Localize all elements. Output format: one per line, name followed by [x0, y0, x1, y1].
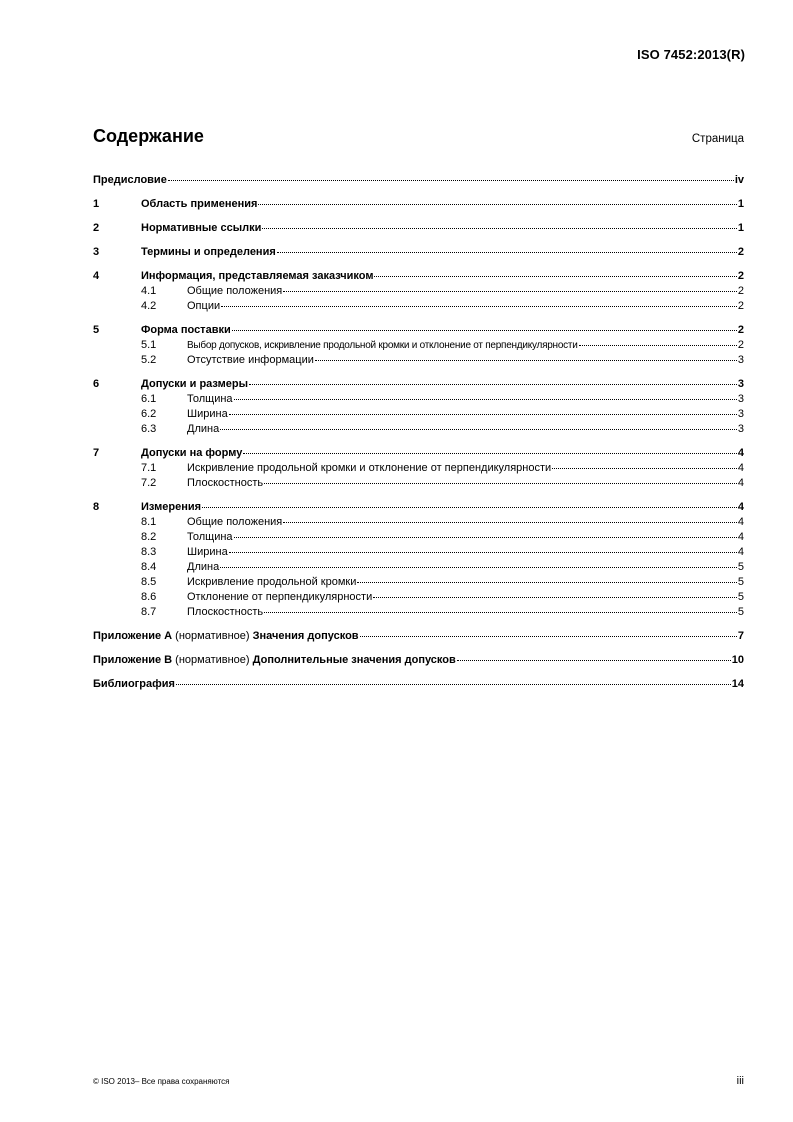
toc-entry-title: [141, 323, 231, 338]
toc-entry-number: 6.2: [141, 408, 157, 420]
toc-entry-page: 10: [731, 654, 744, 666]
toc-entry-label: Ширина: [187, 546, 228, 558]
toc-entry-label: Длина: [187, 561, 220, 573]
toc-entry-page: 2: [737, 300, 744, 312]
toc-entry-title: [187, 560, 219, 575]
toc-entry-number: 6: [93, 378, 100, 390]
toc-entry-annex-title: Значения допусков: [252, 630, 359, 642]
toc-entry-label: Искривление продольной кромки: [187, 576, 357, 588]
toc-entry-page: 2: [737, 246, 744, 258]
toc-entry-number: 6.3: [141, 423, 157, 435]
toc-entry-page: 1: [737, 222, 744, 234]
toc-entry-page: 4: [737, 477, 744, 489]
toc-entry-number: 8.2: [141, 531, 157, 543]
toc-entry-page: 2: [737, 270, 744, 282]
toc-entry-page: 2: [737, 285, 744, 297]
toc-entry-page: 4: [737, 501, 744, 513]
toc-entry-number: 8.7: [141, 606, 157, 618]
toc-entry-number: 8: [93, 501, 100, 513]
toc-entry-number: 7.1: [141, 462, 157, 474]
dot-leader: [168, 169, 734, 181]
toc-entry-title: [141, 197, 257, 212]
toc-subentry[interactable]: [93, 297, 744, 312]
document-id: ISO 7452:2013(R): [637, 47, 745, 62]
toc-entry-number: 5.2: [141, 354, 157, 366]
toc-entry-title: [187, 422, 219, 437]
toc-entry-label: Термины и определения: [141, 246, 276, 258]
toc-entry-page: 3: [737, 354, 744, 366]
toc-subentry[interactable]: [93, 474, 744, 489]
dot-leader: [220, 556, 737, 568]
toc-entry-label: Общие положения: [187, 516, 283, 528]
dot-leader: [277, 241, 737, 253]
toc-entry-label: Предисловие: [93, 174, 167, 186]
toc-entry-number: 7: [93, 447, 100, 459]
toc-entry[interactable]: [93, 627, 744, 642]
dot-leader: [373, 586, 737, 598]
toc-entry-page: 5: [737, 576, 744, 588]
toc-entry-number: 1: [93, 198, 100, 210]
dot-leader: [579, 334, 737, 346]
dot-leader: [283, 280, 737, 292]
toc-entry-label: Библиография: [93, 678, 175, 690]
toc-entry-number: 8.1: [141, 516, 157, 528]
toc-entry-label: Длина: [187, 423, 220, 435]
dot-leader: [552, 457, 737, 469]
dot-leader: [243, 442, 737, 454]
toc-entry-number: 8.5: [141, 576, 157, 588]
toc-entry-page: 7: [737, 630, 744, 642]
toc-entry-title: [187, 575, 356, 590]
toc-entry-label: Допуски на форму: [141, 447, 243, 459]
toc-entry-label: Общие положения: [187, 285, 283, 297]
toc-entry-label: Форма поставки: [141, 324, 231, 336]
toc-entry-label: Допуски и размеры: [141, 378, 248, 390]
toc-entry[interactable]: [93, 219, 744, 234]
toc-entry-page: 4: [737, 546, 744, 558]
page-column-label: Страница: [691, 133, 744, 145]
toc-entry[interactable]: [93, 243, 744, 258]
toc-entry-label: Информация, представляемая заказчиком: [141, 270, 374, 282]
toc-entry-number: 8.3: [141, 546, 157, 558]
dot-leader: [220, 418, 737, 430]
toc-entry-title: [187, 353, 314, 368]
toc-heading-row: [93, 126, 744, 147]
toc-entry-page: 5: [737, 606, 744, 618]
toc-entry-label: Толщина: [187, 531, 233, 543]
toc-entry-page: 3: [737, 378, 744, 390]
toc-entry-page: 4: [737, 531, 744, 543]
toc-entry-title: [187, 299, 220, 314]
toc-entry-page: 3: [737, 393, 744, 405]
toc-entry-title: [93, 629, 359, 644]
toc-entry-label: Приложение A: [93, 630, 173, 642]
dot-leader: [264, 472, 737, 484]
table-of-contents: [93, 171, 744, 690]
toc-entry-page: 4: [737, 447, 744, 459]
toc-entry-number: 5: [93, 324, 100, 336]
toc-entry-number: 4.2: [141, 300, 157, 312]
dot-leader: [357, 571, 737, 583]
dot-leader: [374, 265, 736, 277]
page-number: iii: [736, 1075, 744, 1087]
dot-leader: [234, 526, 737, 538]
toc-entry-title: [187, 476, 263, 491]
toc-entry-page: 4: [737, 462, 744, 474]
toc-entry-title: [187, 605, 263, 620]
toc-entry-title: [141, 500, 201, 515]
toc-entry-title: [187, 392, 233, 407]
toc-entry-label: Выбор допусков, искривление продольной кромки и отклонение от перпендикулярности: [187, 340, 578, 351]
toc-entry-title: [93, 173, 167, 188]
toc-entry-number: 2: [93, 222, 100, 234]
dot-leader: [232, 319, 737, 331]
toc-entry-page: iv: [734, 174, 744, 186]
toc-entry-label: Область применения: [141, 198, 258, 210]
toc-entry-label: Плоскостность: [187, 606, 264, 618]
dot-leader: [249, 373, 737, 385]
toc-entry-page: 14: [731, 678, 744, 690]
copyright-notice: © ISO 2013– Все права сохраняются: [93, 1077, 230, 1086]
toc-entry-title: [141, 221, 261, 236]
toc-entry-page: 2: [737, 324, 744, 336]
toc-entry-number: 3: [93, 246, 100, 258]
toc-entry-label: Толщина: [187, 393, 233, 405]
toc-entry-number: 8.4: [141, 561, 157, 573]
toc-entry-label: Приложение B: [93, 654, 173, 666]
toc-entry-number: 7.2: [141, 477, 157, 489]
toc-entry-page: 5: [737, 591, 744, 603]
toc-entry-number: 6.1: [141, 393, 157, 405]
toc-entry-label: Нормативные ссылки: [141, 222, 262, 234]
dot-leader: [234, 388, 737, 400]
toc-title: Содержание: [93, 126, 204, 146]
toc-entry-title: [141, 377, 248, 392]
dot-leader: [229, 541, 737, 553]
dot-leader: [176, 673, 731, 685]
toc-entry-title: [141, 446, 242, 461]
toc-entry-page: 3: [737, 423, 744, 435]
toc-entry[interactable]: [93, 651, 744, 666]
toc-entry-page: 1: [737, 198, 744, 210]
toc-entry-title: [141, 245, 276, 260]
toc-entry-page: 4: [737, 516, 744, 528]
toc-entry-page: 5: [737, 561, 744, 573]
dot-leader: [264, 601, 737, 613]
toc-entry-number: 5.1: [141, 339, 157, 351]
toc-entry-label: Искривление продольной кромки и отклонение от перпендикулярности: [187, 462, 552, 474]
dot-leader: [262, 217, 737, 229]
toc-entry-label: Плоскостность: [187, 477, 264, 489]
toc-subentry[interactable]: [93, 420, 744, 435]
toc-entry[interactable]: [93, 195, 744, 210]
toc-entry[interactable]: [93, 675, 744, 690]
dot-leader: [221, 295, 737, 307]
toc-entry-label: Опции: [187, 300, 221, 312]
toc-entry-number: 8.6: [141, 591, 157, 603]
dot-leader: [360, 625, 737, 637]
toc-subentry[interactable]: [93, 351, 744, 366]
toc-entry-title: [93, 653, 456, 668]
toc-entry-label: Ширина: [187, 408, 228, 420]
toc-entry-title: [93, 677, 175, 692]
toc-entry-annex-title: Дополнительные значения допусков: [252, 654, 456, 666]
dot-leader: [258, 193, 736, 205]
toc-entry-title: [187, 530, 233, 545]
toc-entry-label: Отклонение от перпендикулярности: [187, 591, 373, 603]
toc-entry-page: 2: [737, 339, 744, 351]
toc-entry-number: 4: [93, 270, 100, 282]
dot-leader: [283, 511, 737, 523]
dot-leader: [202, 496, 737, 508]
toc-subentry[interactable]: [93, 603, 744, 618]
toc-entry-annex-type: (нормативное): [172, 654, 253, 666]
toc-entry-annex-type: (нормативное): [172, 630, 253, 642]
toc-entry-label: Отсутствие информации: [187, 354, 314, 366]
dot-leader: [229, 403, 737, 415]
toc-entry-label: Измерения: [141, 501, 202, 513]
page-footer: [93, 1075, 744, 1087]
toc-entry-page: 3: [737, 408, 744, 420]
dot-leader: [457, 649, 731, 661]
toc-entry-number: 4.1: [141, 285, 157, 297]
dot-leader: [315, 349, 737, 361]
toc-entry[interactable]: [93, 171, 744, 186]
